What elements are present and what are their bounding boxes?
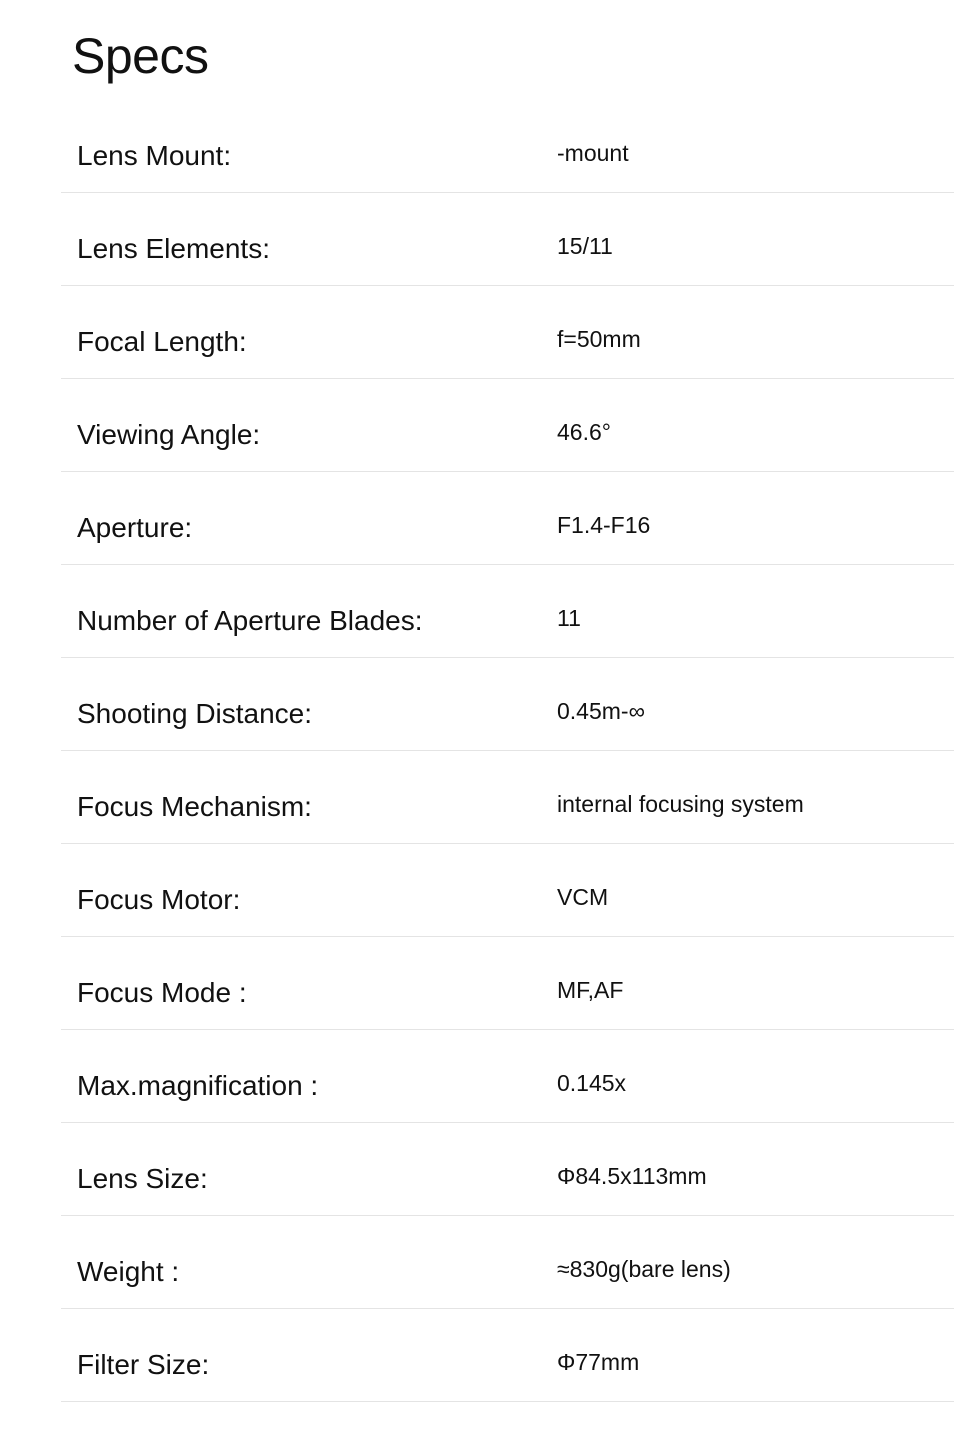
spec-label: Max.magnification :	[77, 1070, 319, 1101]
spec-value: ≈830g(bare lens)	[557, 1256, 731, 1282]
spec-row-lens-elements	[61, 193, 954, 286]
spec-label: Viewing Angle:	[77, 419, 261, 450]
spec-value: internal focusing system	[557, 791, 804, 817]
spec-label: Lens Mount:	[77, 140, 232, 171]
spec-label: Filter Size:	[77, 1349, 210, 1380]
spec-row-focal-length	[61, 286, 954, 379]
specs-table	[61, 100, 954, 1402]
spec-row-viewing-angle	[61, 379, 954, 472]
spec-label: Lens Size:	[77, 1163, 208, 1194]
spec-row-filter-size	[61, 1309, 954, 1402]
spec-label: Lens Elements:	[77, 233, 270, 264]
spec-value: F1.4-F16	[557, 512, 651, 538]
spec-row-focus-mechanism	[61, 751, 954, 844]
spec-label: Number of Aperture Blades:	[77, 605, 423, 636]
spec-label: Focus Mechanism:	[77, 791, 312, 822]
spec-value: VCM	[557, 884, 609, 910]
spec-value: 0.45m-∞	[557, 698, 645, 724]
spec-label: Aperture:	[77, 512, 193, 543]
spec-row-aperture	[61, 472, 954, 565]
spec-value: 46.6°	[557, 419, 611, 445]
spec-row-focus-mode	[61, 937, 954, 1030]
page-title: Specs	[72, 28, 209, 84]
spec-label: Weight :	[77, 1256, 180, 1287]
spec-value: MF,AF	[557, 977, 624, 1003]
spec-label: Shooting Distance:	[77, 698, 313, 729]
spec-row-shooting-distance	[61, 658, 954, 751]
spec-row-focus-motor	[61, 844, 954, 937]
spec-value: 0.145x	[557, 1070, 627, 1096]
spec-row-weight	[61, 1216, 954, 1309]
spec-row-aperture-blades	[61, 565, 954, 658]
spec-value: Φ84.5x113mm	[557, 1163, 707, 1189]
spec-row-lens-mount	[61, 100, 954, 193]
spec-value: Φ77mm	[557, 1349, 640, 1375]
spec-label: Focal Length:	[77, 326, 247, 357]
spec-label: Focus Motor:	[77, 884, 241, 915]
spec-label: Focus Mode :	[77, 977, 247, 1008]
spec-value: 15/11	[557, 233, 613, 259]
spec-value: f=50mm	[557, 326, 641, 352]
spec-value: 11	[557, 605, 581, 631]
spec-value: -mount	[557, 140, 629, 166]
spec-row-max-magnification	[61, 1030, 954, 1123]
spec-row-lens-size	[61, 1123, 954, 1216]
